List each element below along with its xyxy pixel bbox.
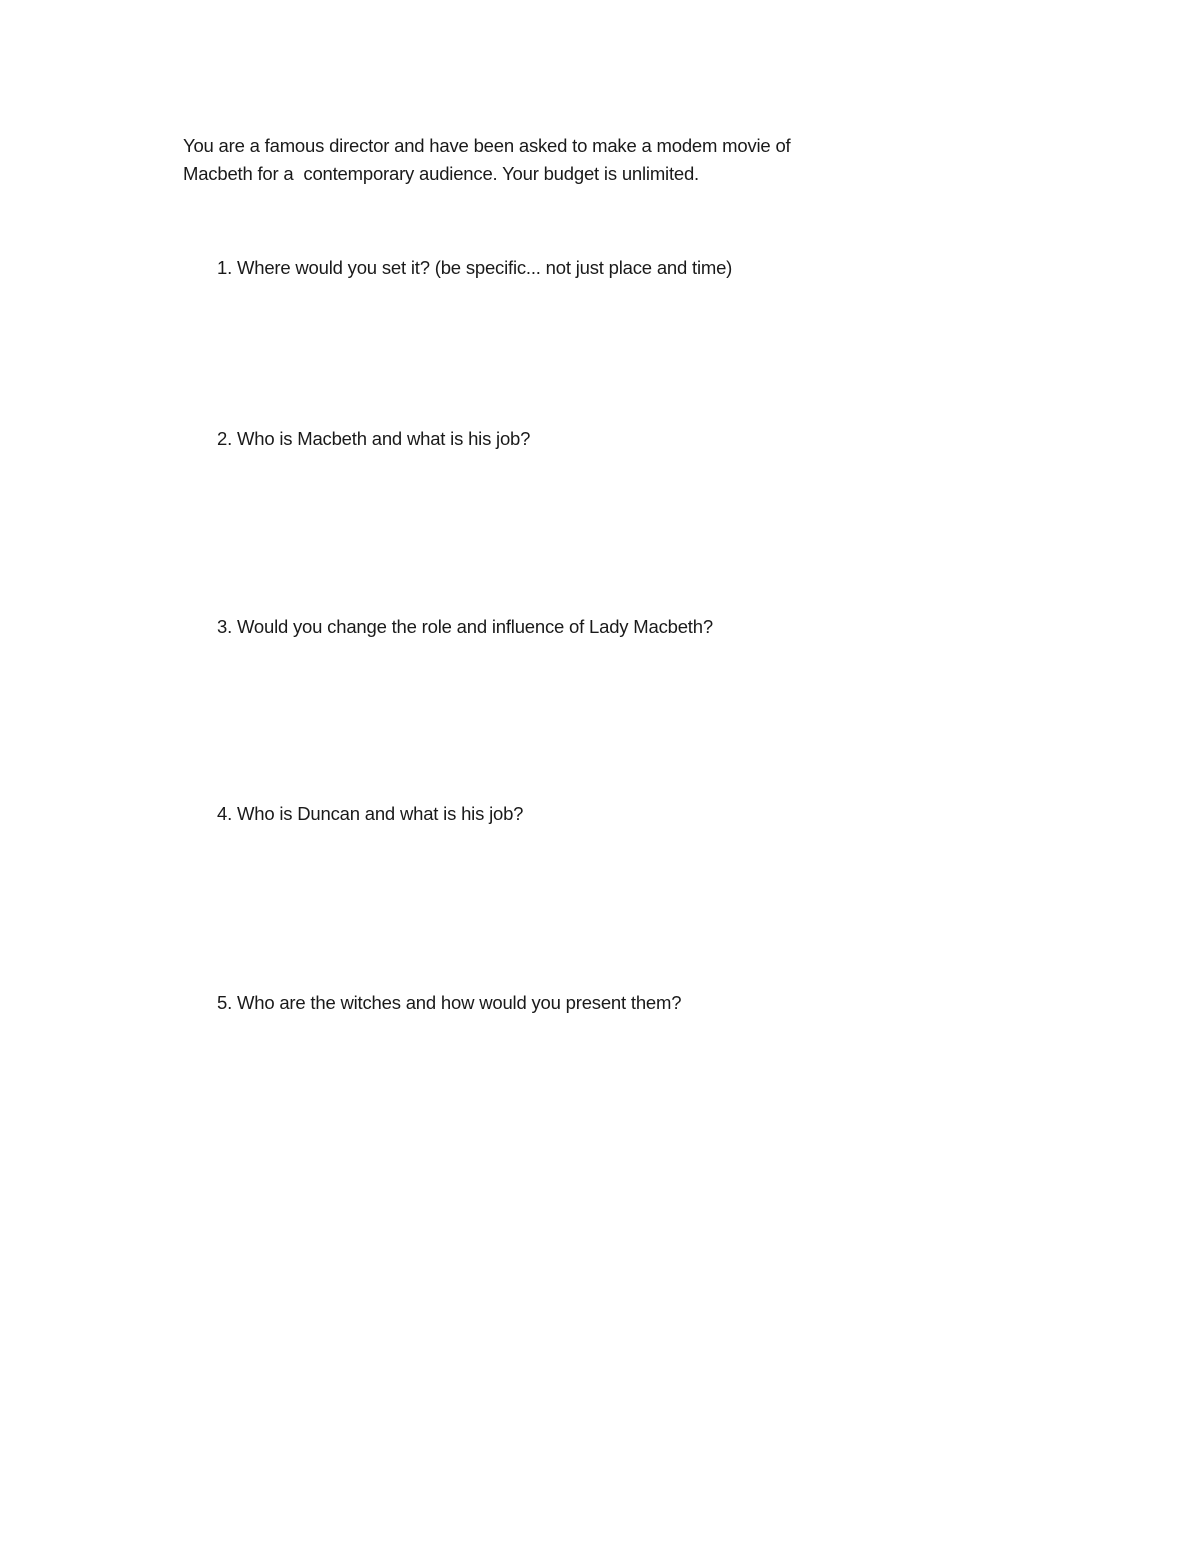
intro-line-2: Macbeth for a contemporary audience. Your budget is unlimited. (183, 163, 699, 184)
intro-paragraph (183, 132, 903, 188)
question-2: 2. Who is Macbeth and what is his job? (217, 428, 531, 449)
question-4: 4. Who is Duncan and what is his job? (217, 803, 524, 824)
question-3: 3. Would you change the role and influence of Lady Macbeth? (217, 616, 713, 637)
question-1: 1. Where would you set it? (be specific... not just place and time) (217, 257, 733, 278)
intro-line-1: You are a famous director and have been asked to make a modem movie of (183, 135, 791, 156)
question-5: 5. Who are the witches and how would you present them? (217, 992, 682, 1013)
